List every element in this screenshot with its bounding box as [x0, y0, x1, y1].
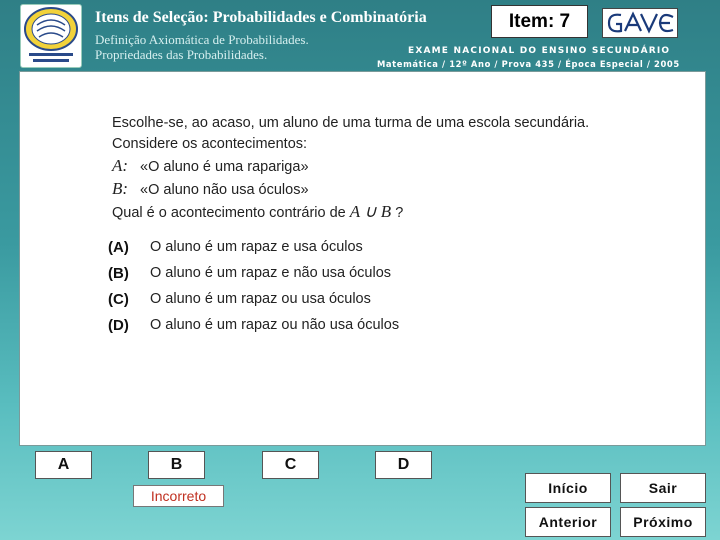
- feedback-label: Incorreto: [133, 485, 224, 507]
- answer-c-button[interactable]: C: [262, 451, 319, 479]
- event-b: [112, 178, 589, 201]
- answer-a-button[interactable]: A: [35, 451, 92, 479]
- answer-options: [108, 234, 399, 338]
- question-line-1: Escolhe-se, ao acaso, um aluno de uma turma de uma escola secundária.: [112, 115, 590, 131]
- question-expression: A ∪ B: [349, 202, 392, 221]
- option-d-letter: (D): [108, 316, 129, 334]
- question-text: [112, 113, 589, 224]
- option-d-text: O aluno é um rapaz ou não usa óculos: [150, 317, 400, 333]
- option-b: [108, 260, 399, 286]
- question-prompt-text: Qual é o acontecimento contrário de: [112, 205, 346, 221]
- answer-d-button[interactable]: D: [375, 451, 432, 479]
- option-c-letter: (C): [108, 290, 129, 308]
- option-a-text: O aluno é um rapaz e usa óculos: [150, 239, 363, 255]
- option-b-text: O aluno é um rapaz e não usa óculos: [150, 265, 392, 281]
- home-button[interactable]: Início: [525, 473, 611, 503]
- event-a-text: «O aluno é uma rapariga»: [140, 159, 309, 175]
- option-a-letter: (A): [108, 238, 129, 256]
- item-number-badge: Item: 7: [491, 5, 588, 38]
- option-c-text: O aluno é um rapaz ou usa óculos: [150, 291, 371, 307]
- event-b-symbol: B:: [112, 179, 129, 198]
- page-title: Itens de Seleção: Probabilidades e Combinatória: [95, 9, 427, 26]
- school-logo: [20, 4, 82, 68]
- exit-button[interactable]: Sair: [620, 473, 706, 503]
- topic-line-2: Propriedades das Probabilidades.: [95, 47, 268, 62]
- question-mark: ?: [395, 205, 404, 221]
- event-a: [112, 155, 589, 178]
- event-a-symbol: A:: [112, 156, 129, 175]
- answer-b-button[interactable]: B: [148, 451, 205, 479]
- option-b-letter: (B): [108, 264, 129, 282]
- option-a: [108, 234, 399, 260]
- question-line-2: Considere os acontecimentos:: [112, 136, 308, 152]
- option-c: [108, 286, 399, 312]
- exam-title: EXAME NACIONAL DO ENSINO SECUNDÁRIO: [408, 46, 671, 56]
- gave-logo: [602, 8, 678, 38]
- previous-button[interactable]: Anterior: [525, 507, 611, 537]
- exam-details: Matemática / 12º Ano / Prova 435 / Época Especial / 2005: [377, 59, 680, 69]
- next-button[interactable]: Próximo: [620, 507, 706, 537]
- event-b-text: «O aluno não usa óculos»: [140, 182, 309, 198]
- option-d: [108, 312, 399, 338]
- question-prompt: [112, 201, 589, 224]
- topic-line-1: Definição Axiomática de Probabilidades.: [95, 32, 309, 47]
